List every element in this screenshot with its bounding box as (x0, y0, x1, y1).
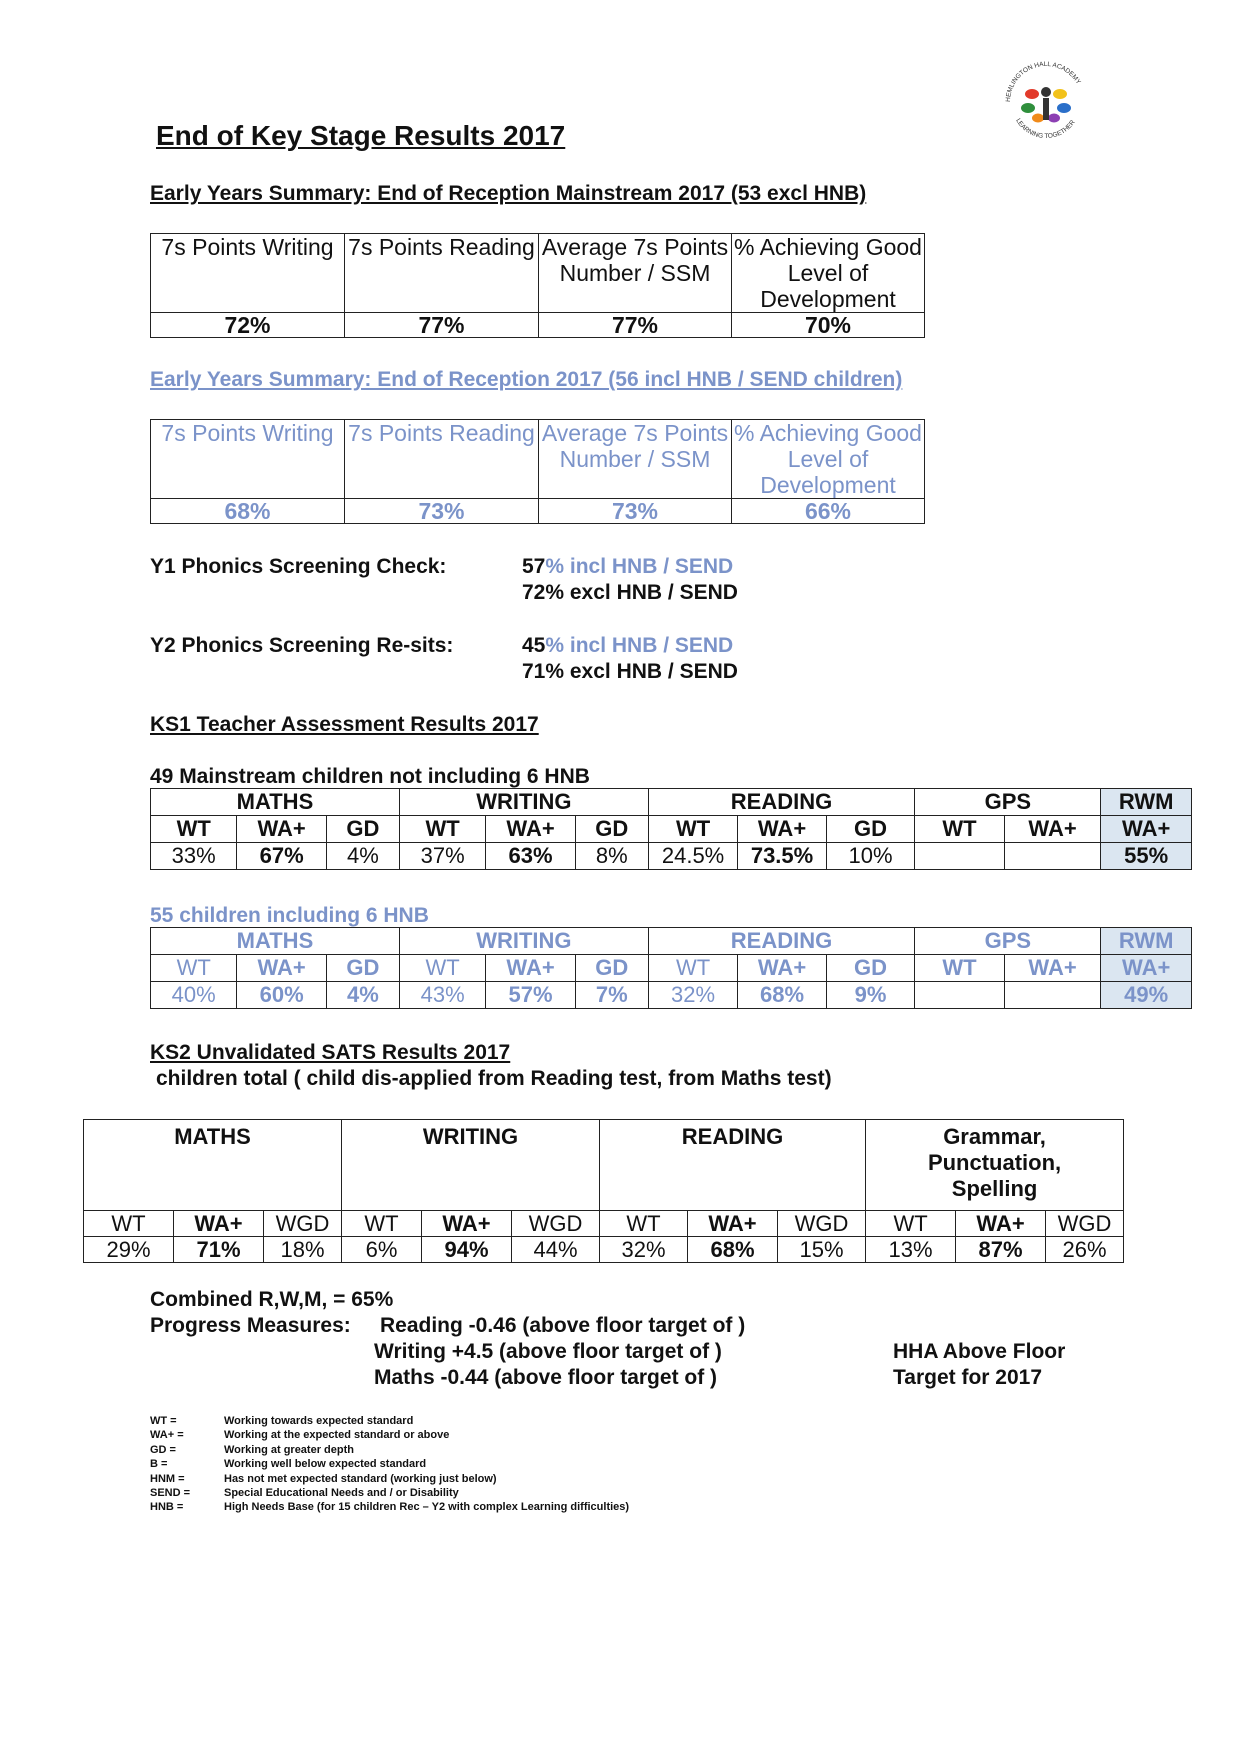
ks2-group-gps: Grammar, Punctuation, Spelling (866, 1120, 1124, 1211)
school-logo (996, 58, 1096, 148)
ks2-sub: WGD (1046, 1211, 1124, 1237)
ks1-t2-sub: GD (326, 955, 399, 982)
ks1-t2-sub: WA+ (1101, 955, 1192, 982)
ey1-value-reading: 77% (345, 313, 539, 338)
y1-phonics-excl: 72% excl HNB / SEND (522, 581, 738, 604)
ks1-t2-sub: WT (151, 955, 237, 982)
y2-phonics-incl (522, 634, 733, 658)
ks1-t1-sub: WA+ (237, 816, 326, 843)
ks1-t1-sub: GD (575, 816, 648, 843)
ks1-t2-sub: WA+ (738, 955, 826, 982)
ks1-t1-sub: WA+ (738, 816, 826, 843)
ks1-table1-caption: 49 Mainstream children not including 6 HNB (150, 765, 590, 788)
key-abbr: B = (150, 1458, 168, 1471)
ey1-heading: Early Years Summary: End of Reception Mainstream 2017 (53 excl HNB) (150, 182, 867, 205)
ey1-value-gld: 70% (732, 313, 925, 338)
ks1-t1-value (1004, 843, 1101, 870)
progress-writing: Writing +4.5 (above floor target of ) (374, 1340, 722, 1363)
ks1-t2-group-rwm: RWM (1101, 928, 1192, 955)
ks1-table-mainstream (150, 788, 1192, 870)
key-desc: Working at greater depth (224, 1443, 354, 1456)
ks1-t2-sub: WA+ (486, 955, 575, 982)
ey1-table (150, 233, 925, 338)
ks1-t2-group-maths: MATHS (151, 928, 400, 955)
ks2-value: 94% (422, 1237, 512, 1263)
ey2-value-writing: 68% (151, 499, 345, 524)
ks2-value: 44% (512, 1237, 600, 1263)
ks2-sub: WGD (778, 1211, 866, 1237)
ks2-subheading: children total ( child dis-applied from Reading test, from Maths test) (156, 1067, 832, 1090)
ks2-sub: WT (600, 1211, 688, 1237)
ks1-t1-group-gps: GPS (915, 789, 1101, 816)
ks1-t2-value: 57% (486, 982, 575, 1009)
y1-phonics-incl-number: 57 (522, 555, 546, 578)
ks1-t1-sub: WA+ (1101, 816, 1192, 843)
ks2-heading: KS2 Unvalidated SATS Results 2017 (150, 1041, 511, 1064)
y1-phonics-incl-text: % incl HNB / SEND (545, 555, 734, 578)
progress-maths: Maths -0.44 (above floor target of ) (374, 1366, 718, 1389)
ks2-sub: WA+ (956, 1211, 1046, 1237)
ks1-t1-value: 10% (826, 843, 914, 870)
ks2-value: 29% (84, 1237, 174, 1263)
key-desc: Working at the expected standard or above (224, 1429, 450, 1442)
ey2-value-gld: 66% (732, 499, 925, 524)
key-desc: High Needs Base (for 15 children Rec – Y2 with complex Learning difficulties) (224, 1501, 630, 1514)
ks1-t1-value: 8% (575, 843, 648, 870)
ey1-header-reading: 7s Points Reading (345, 234, 539, 313)
y2-phonics-excl: 71% excl HNB / SEND (522, 660, 738, 683)
progress-label: Progress Measures: (150, 1314, 351, 1337)
key-descriptions (224, 1414, 824, 1515)
ks2-sub: WT (866, 1211, 956, 1237)
ey1-value-number: 77% (539, 313, 732, 338)
ks1-t1-sub: WT (648, 816, 737, 843)
ks2-sub: WT (342, 1211, 422, 1237)
ks1-t2-value: 4% (326, 982, 399, 1009)
ey2-value-number: 73% (539, 499, 732, 524)
ks1-table-including-hnb (150, 927, 1192, 1009)
ey2-header-number: Average 7s Points Number / SSM (539, 420, 732, 499)
ey2-table (150, 419, 925, 524)
ks1-t1-value: 33% (151, 843, 237, 870)
key-abbr: HNB = (150, 1501, 184, 1514)
y1-phonics-incl (522, 555, 733, 579)
ks1-t2-value: 43% (399, 982, 485, 1009)
ks1-t1-sub: WT (399, 816, 485, 843)
key-desc: Working towards expected standard (224, 1415, 414, 1427)
ks1-table2-caption: 55 children including 6 HNB (150, 904, 429, 927)
ks2-group-writing: WRITING (342, 1120, 600, 1211)
key-abbr: WA+ = (150, 1429, 184, 1442)
ks1-t1-value (915, 843, 1004, 870)
ks1-t2-value: 9% (826, 982, 914, 1009)
ey1-header-writing: 7s Points Writing (151, 234, 345, 313)
ey2-value-reading: 73% (345, 499, 539, 524)
ks1-t2-group-writing: WRITING (399, 928, 648, 955)
ks1-t1-value: 63% (486, 843, 575, 870)
ks1-t2-value: 40% (151, 982, 237, 1009)
ks1-t1-value: 67% (237, 843, 326, 870)
ks1-t2-sub: WT (399, 955, 485, 982)
key-abbr: HNM = (150, 1472, 185, 1485)
ks1-t1-value: 4% (326, 843, 399, 870)
ks1-t2-sub: WT (648, 955, 737, 982)
svg-text:LEARNING TOGETHER (1014, 117, 1077, 140)
ks1-t2-sub: GD (826, 955, 914, 982)
ks2-sub: WA+ (174, 1211, 264, 1237)
key-desc: Special Educational Needs and / or Disability (224, 1487, 459, 1500)
ks1-t2-value: 7% (575, 982, 648, 1009)
ks1-t1-sub: GD (326, 816, 399, 843)
key-abbr: GD = (150, 1443, 176, 1456)
ks1-t1-value: 37% (399, 843, 485, 870)
ey1-header-number: Average 7s Points Number / SSM (539, 234, 732, 313)
key-desc: Has not met expected standard (working just below) (224, 1472, 497, 1485)
ks2-value: 32% (600, 1237, 688, 1263)
ks2-table (83, 1119, 1124, 1263)
ey2-heading: Early Years Summary: End of Reception 2017 (56 incl HNB / SEND children) (150, 368, 903, 391)
hands-icon (1021, 87, 1071, 123)
ks1-t1-sub: WA+ (1004, 816, 1101, 843)
ks1-t2-value (915, 982, 1004, 1009)
ks1-t1-value: 24.5% (648, 843, 737, 870)
y2-phonics-label: Y2 Phonics Screening Re-sits: (150, 634, 454, 657)
page-title: End of Key Stage Results 2017 (156, 120, 566, 151)
ey1-header-gld: % Achieving Good Level of Development (732, 234, 925, 313)
ks2-value: 68% (688, 1237, 778, 1263)
ks1-t1-sub: WA+ (486, 816, 575, 843)
ks1-t1-sub: WT (915, 816, 1004, 843)
hha-line1: HHA Above Floor (893, 1340, 1066, 1363)
ks2-value: 6% (342, 1237, 422, 1263)
ks2-value: 71% (174, 1237, 264, 1263)
ks2-sub: WGD (512, 1211, 600, 1237)
logo-bottom-text: LEARNING TOGETHER (1014, 117, 1077, 141)
ks1-t2-value: 32% (648, 982, 737, 1009)
ks2-group-maths: MATHS (84, 1120, 342, 1211)
ks1-t1-value-rwm: 55% (1101, 843, 1192, 870)
ks2-value: 87% (956, 1237, 1046, 1263)
ks1-t2-sub: WT (915, 955, 1004, 982)
ks1-t1-group-writing: WRITING (399, 789, 648, 816)
ey2-header-gld: % Achieving Good Level of Development (732, 420, 925, 499)
ks1-t2-value-rwm: 49% (1101, 982, 1192, 1009)
ks1-t1-group-rwm: RWM (1101, 789, 1192, 816)
ey1-value-writing: 72% (151, 313, 345, 338)
ks2-sub: WA+ (688, 1211, 778, 1237)
ks2-value: 13% (866, 1237, 956, 1263)
ks1-t1-value: 73.5% (738, 843, 826, 870)
ks2-value: 15% (778, 1237, 866, 1263)
progress-reading: Reading -0.46 (above floor target of ) (380, 1314, 746, 1337)
key-abbr: WT = (150, 1415, 177, 1427)
combined-rwm: Combined R,W,M, = 65% (150, 1288, 394, 1311)
ks1-t2-sub: WA+ (237, 955, 326, 982)
ks2-sub: WGD (264, 1211, 342, 1237)
ey2-header-writing: 7s Points Writing (151, 420, 345, 499)
ks1-t2-group-reading: READING (648, 928, 914, 955)
y2-phonics-incl-number: 45 (522, 634, 546, 657)
ks2-sub: WT (84, 1211, 174, 1237)
ks1-t2-sub: WA+ (1004, 955, 1101, 982)
logo-top-text: HEMLINGTON HALL ACADEMY (1004, 60, 1082, 103)
ks1-heading: KS1 Teacher Assessment Results 2017 (150, 713, 539, 736)
key-abbreviations (150, 1414, 220, 1515)
hha-line2: Target for 2017 (893, 1366, 1042, 1389)
ks1-t2-sub: GD (575, 955, 648, 982)
ks2-sub: WA+ (422, 1211, 512, 1237)
ks1-t2-value: 60% (237, 982, 326, 1009)
ks1-t1-sub: GD (826, 816, 914, 843)
ks2-group-reading: READING (600, 1120, 866, 1211)
ks1-t2-group-gps: GPS (915, 928, 1101, 955)
ks1-t2-value (1004, 982, 1101, 1009)
ey2-header-reading: 7s Points Reading (345, 420, 539, 499)
y1-phonics-label: Y1 Phonics Screening Check: (150, 555, 447, 578)
ks1-t1-group-reading: READING (648, 789, 914, 816)
y2-phonics-incl-text: % incl HNB / SEND (545, 634, 734, 657)
ks1-t1-group-maths: MATHS (151, 789, 400, 816)
ks2-value: 18% (264, 1237, 342, 1263)
ks2-value: 26% (1046, 1237, 1124, 1263)
key-desc: Working well below expected standard (224, 1458, 427, 1471)
ks1-t1-sub: WT (151, 816, 237, 843)
key-abbr: SEND = (150, 1487, 191, 1500)
ks1-t2-value: 68% (738, 982, 826, 1009)
